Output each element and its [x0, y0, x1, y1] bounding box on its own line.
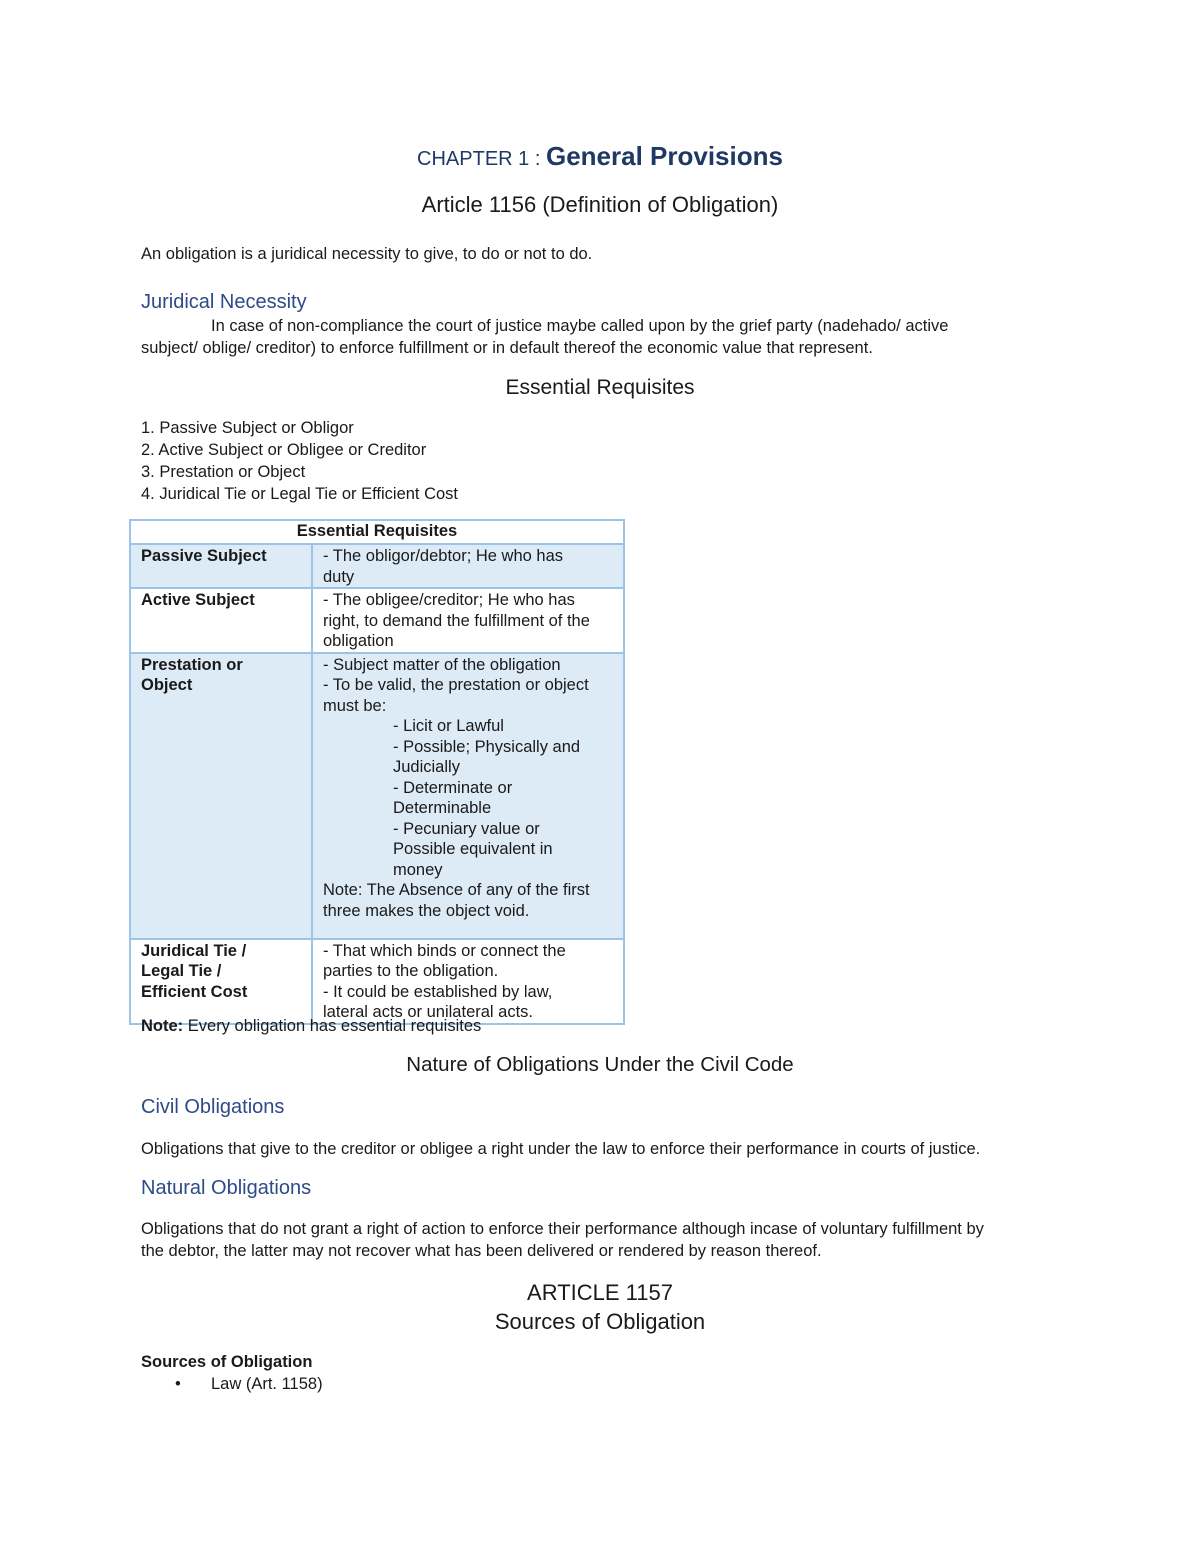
- value-note-line: Note: The Absence of any of the first: [323, 881, 590, 899]
- note-label: Note:: [141, 1017, 184, 1035]
- value-line: - The obligee/creditor; He who has: [323, 591, 575, 609]
- note-text: Every obligation has essential requisites: [183, 1017, 482, 1035]
- row-key: Active Subject: [130, 588, 312, 653]
- value-line: lateral acts or unilateral acts.: [323, 1003, 534, 1021]
- table-row: [130, 653, 624, 939]
- row-key: [130, 653, 312, 939]
- sub-line: Determinable: [393, 799, 492, 817]
- value-line: - That which binds or connect the: [323, 941, 566, 960]
- article-1157-subheading: Sources of Obligation: [494, 1309, 706, 1334]
- value-note-line: three makes the object void.: [323, 901, 530, 920]
- value-line: parties to the obligation.: [323, 962, 499, 980]
- value-line: obligation: [323, 632, 394, 650]
- natural-obligations-heading: Natural Obligations: [141, 1177, 312, 1199]
- value-line: right, to demand the fulfillment of the: [323, 611, 590, 630]
- bullet-icon: •: [175, 1375, 181, 1393]
- list-item: 2. Active Subject or Obligee or Creditor: [141, 441, 427, 459]
- nature-heading: Nature of Obligations Under the Civil Code: [406, 1053, 794, 1076]
- table-note: [141, 1015, 481, 1037]
- chapter-name: General Provisions: [545, 141, 783, 171]
- table-row: [130, 544, 624, 588]
- key-line: Legal Tie /: [141, 962, 222, 980]
- chapter-prefix: CHAPTER 1 :: [417, 148, 546, 170]
- value-line: - Subject matter of the obligation: [323, 655, 561, 674]
- sub-line: Judicially: [393, 758, 460, 776]
- value-line: must be:: [323, 696, 387, 715]
- sub-line: Possible equivalent in: [393, 840, 553, 858]
- row-value: [312, 653, 624, 939]
- value-line: - To be valid, the prestation or object: [323, 676, 589, 694]
- natural-line-2: the debtor, the latter may not recover what has been delivered or rendered by reason thereof.: [141, 1242, 822, 1260]
- list-item: 1. Passive Subject or Obligor: [141, 419, 354, 437]
- article-1157-heading: ARTICLE 1157: [527, 1280, 673, 1305]
- essential-requisites-heading: Essential Requisites: [505, 376, 695, 399]
- row-value: [312, 939, 624, 1024]
- requisites-table: [129, 519, 625, 1025]
- sub-line: - Pecuniary value or: [393, 819, 540, 838]
- civil-obligations-text: Obligations that give to the creditor or obligee a right under the law to enforce their performance in courts of justice.: [141, 1140, 981, 1158]
- sources-list: [141, 1373, 323, 1395]
- key-line: Efficient Cost: [141, 982, 248, 1001]
- civil-obligations-heading: Civil Obligations: [141, 1096, 285, 1118]
- sources-heading: Sources of Obligation: [141, 1353, 313, 1371]
- juridical-necessity-text: [141, 315, 1041, 359]
- value-line: - It could be established by law,: [323, 982, 553, 1001]
- key-line: Object: [141, 676, 193, 694]
- row-value: [312, 588, 624, 653]
- chapter-title: [0, 141, 1200, 172]
- list-item-text: Law (Art. 1158): [211, 1375, 323, 1393]
- row-key: Passive Subject: [130, 544, 312, 588]
- sub-line: - Possible; Physically and: [393, 737, 581, 756]
- table-header: Essential Requisites: [130, 520, 624, 544]
- list-item: 3. Prestation or Object: [141, 463, 306, 481]
- natural-line-1: Obligations that do not grant a right of action to enforce their performance although incase of voluntary fulfillment by: [141, 1220, 984, 1238]
- sub-line: money: [393, 860, 443, 879]
- value-line: duty: [323, 567, 355, 586]
- row-value: [312, 544, 624, 588]
- key-line: Juridical Tie /: [141, 941, 247, 960]
- key-line: Prestation or: [141, 655, 243, 674]
- value-line: - The obligor/debtor; He who has: [323, 547, 563, 565]
- obligation-definition: An obligation is a juridical necessity to give, to do or not to do.: [141, 245, 593, 263]
- article-1156-heading: Article 1156 (Definition of Obligation): [421, 192, 779, 217]
- natural-obligations-text: [141, 1218, 984, 1262]
- juridical-necessity-line-1: In case of non-compliance the court of justice maybe called upon by the grief party (nadehado/ active: [211, 317, 949, 335]
- list-item: [141, 1373, 323, 1395]
- juridical-necessity-line-2: subject/ oblige/ creditor) to enforce fulfillment or in default thereof the economic value that represent.: [141, 339, 873, 357]
- list-item: 4. Juridical Tie or Legal Tie or Efficient Cost: [141, 485, 459, 503]
- sub-line: - Licit or Lawful: [393, 717, 504, 735]
- row-key: [130, 939, 312, 1024]
- table-header-row: [130, 520, 624, 544]
- table-row: [130, 588, 624, 653]
- sub-line: - Determinate or: [393, 778, 513, 797]
- juridical-necessity-heading: Juridical Necessity: [141, 291, 307, 313]
- table-row: [130, 939, 624, 1024]
- requisites-list: [141, 417, 458, 505]
